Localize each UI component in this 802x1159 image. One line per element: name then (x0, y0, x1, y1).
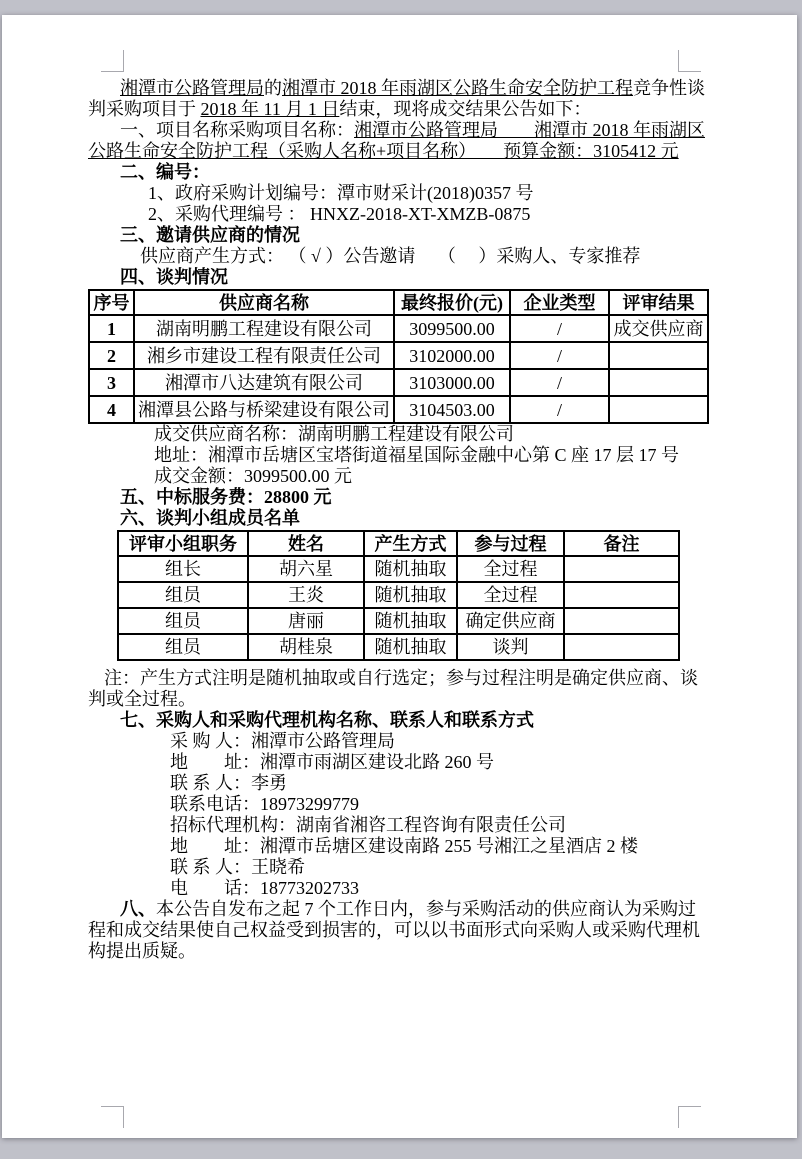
table-row (118, 634, 679, 660)
table-cell: 2 (89, 342, 134, 369)
table-cell: 胡桂泉 (248, 634, 364, 660)
table-cell: 全过程 (457, 582, 564, 608)
table-cell (564, 582, 679, 608)
margin-crop-mark-top-left (101, 50, 124, 72)
table-cell: / (510, 315, 609, 342)
table-header-cell: 备注 (564, 531, 679, 556)
section-4-heading: 四、谈判情况 (120, 267, 228, 287)
table-row (118, 608, 679, 634)
table-cell: 随机抽取 (364, 582, 457, 608)
intro-tail: 结束，现将成交结果公告如下： (339, 99, 592, 119)
section-8-text: 本公告自发布之起 7 个工作日内，参与采购活动的供应商认为采购过程和成交结果使自己权益受到损害的，可以以书面形式向采购人或采购代理机构提出质疑。 (88, 899, 700, 961)
table-header-cell: 企业类型 (510, 290, 609, 315)
project-name: 湘潭市 2018 年雨湖区公路生命安全防护工程 (282, 78, 633, 98)
table-cell: 随机抽取 (364, 556, 457, 582)
section-1-value: 湘潭市公路管理局 湘潭市 2018 年雨湖区公路生命安全防护工程（采购人名称+项目名称） 预算金额：3105412 元 (88, 120, 705, 161)
section-1-project-name (88, 120, 713, 162)
table-cell: 全过程 (457, 556, 564, 582)
deal-amount-line: 成交金额：3099500.00 元 (154, 466, 352, 486)
margin-crop-mark-bottom-left (101, 1106, 124, 1128)
table-cell: 湘乡市建设工程有限责任公司 (134, 342, 394, 369)
table-cell: 谈判 (457, 634, 564, 660)
table-cell (564, 556, 679, 582)
table-cell (564, 634, 679, 660)
section-1-label: 一、项目名称采购项目名称： (120, 120, 354, 140)
intro-paragraph (88, 78, 713, 120)
table-cell: 胡六星 (248, 556, 364, 582)
table-cell: 随机抽取 (364, 634, 457, 660)
table-row (89, 342, 708, 369)
margin-crop-mark-bottom-right (678, 1106, 701, 1128)
table-cell: 湘潭县公路与桥梁建设有限公司 (134, 396, 394, 423)
agency-phone-line: 电 话：18773202733 (170, 878, 359, 898)
table-cell: 组员 (118, 634, 248, 660)
table-header-row (89, 290, 708, 315)
table-cell (609, 369, 708, 396)
purchaser-phone-line: 联系电话：18973299779 (170, 794, 359, 814)
table-header-cell: 序号 (89, 290, 134, 315)
table-cell: 3102000.00 (394, 342, 510, 369)
table-cell: 随机抽取 (364, 608, 457, 634)
winner-name-line: 成交供应商名称：湖南明鹏工程建设有限公司 (154, 424, 514, 444)
section-7-heading: 七、采购人和采购代理机构名称、联系人和联系方式 (120, 710, 534, 730)
table-cell: 唐丽 (248, 608, 364, 634)
table-cell (564, 608, 679, 634)
table-header-cell: 评审小组职务 (118, 531, 248, 556)
table-cell: 3104503.00 (394, 396, 510, 423)
section-6-heading: 六、谈判小组成员名单 (120, 508, 300, 528)
table-cell: 确定供应商 (457, 608, 564, 634)
purchaser-contact-line: 联 系 人：李勇 (170, 773, 287, 793)
table-row (89, 369, 708, 396)
table-cell: 1 (89, 315, 134, 342)
table-header-cell: 参与过程 (457, 531, 564, 556)
table-header-cell: 姓名 (248, 531, 364, 556)
agency-contact-line: 联 系 人：王晓希 (170, 857, 305, 877)
winner-address-line: 地址：湘潭市岳塘区宝塔街道福星国际金融中心第 C 座 17 层 17 号 (154, 445, 680, 465)
table-cell: 王炎 (248, 582, 364, 608)
table-cell: 组员 (118, 582, 248, 608)
table-header-cell: 评审结果 (609, 290, 708, 315)
table-cell (609, 342, 708, 369)
table-cell: / (510, 342, 609, 369)
intro-text: 竞争性谈判采购项目于 (88, 78, 705, 119)
section-5-heading: 五、中标服务费：28800 元 (120, 487, 332, 507)
table-cell: 湘潭市八达建筑有限公司 (134, 369, 394, 396)
evaluation-team-table (117, 530, 680, 661)
table-cell: / (510, 396, 609, 423)
table-row (89, 396, 708, 423)
negotiation-result-table (88, 289, 709, 424)
table-header-cell: 最终报价(元) (394, 290, 510, 315)
end-date: 2018 年 11 月 1 日 (200, 99, 340, 119)
document-page (2, 15, 797, 1138)
purchaser-name: 湘潭市公路管理局 (120, 78, 264, 98)
agency-number-line: 2、采购代理编号 ： HNXZ-2018-XT-XMZB-0875 (148, 204, 531, 224)
table-cell (609, 396, 708, 423)
table-row (89, 315, 708, 342)
section-3-heading: 三、邀请供应商的情况 (120, 225, 300, 245)
table-row (118, 556, 679, 582)
agency-address-line: 地 址：湘潭市岳塘区建设南路 255 号湘江之星酒店 2 楼 (170, 836, 638, 856)
plan-number-line: 1、政府采购计划编号：潭市财采计(2018)0357 号 (148, 183, 534, 203)
table-cell: 组员 (118, 608, 248, 634)
section-8-paragraph (88, 899, 713, 962)
table-row (118, 582, 679, 608)
purchaser-line: 采 购 人：湘潭市公路管理局 (170, 731, 395, 751)
table-note-paragraph: 注：产生方式注明是随机抽取或自行选定；参与过程注明是确定供应商、谈判或全过程。 (88, 668, 698, 709)
table-cell: 组长 (118, 556, 248, 582)
document-body (88, 78, 713, 962)
margin-crop-mark-top-right (678, 50, 701, 72)
table-cell: 4 (89, 396, 134, 423)
table-cell: 3 (89, 369, 134, 396)
table-cell: 3099500.00 (394, 315, 510, 342)
supplier-source-line: 供应商产生方式： （ √ ）公告邀请 （ ）采购人、专家推荐 (140, 246, 641, 266)
purchaser-address-line: 地 址：湘潭市雨湖区建设北路 260 号 (170, 752, 494, 772)
table-cell: 湖南明鹏工程建设有限公司 (134, 315, 394, 342)
table-header-row (118, 531, 679, 556)
table-header-cell: 供应商名称 (134, 290, 394, 315)
table-header-cell: 产生方式 (364, 531, 457, 556)
table-cell: 3103000.00 (394, 369, 510, 396)
section-2-heading: 二、编号： (120, 162, 210, 182)
table-cell: / (510, 369, 609, 396)
intro-connector: 的 (264, 78, 282, 98)
agency-name-line: 招标代理机构：湖南省湘咨工程咨询有限责任公司 (170, 815, 566, 835)
section-8-prefix: 八、 (120, 899, 156, 919)
table-cell: 成交供应商 (609, 315, 708, 342)
